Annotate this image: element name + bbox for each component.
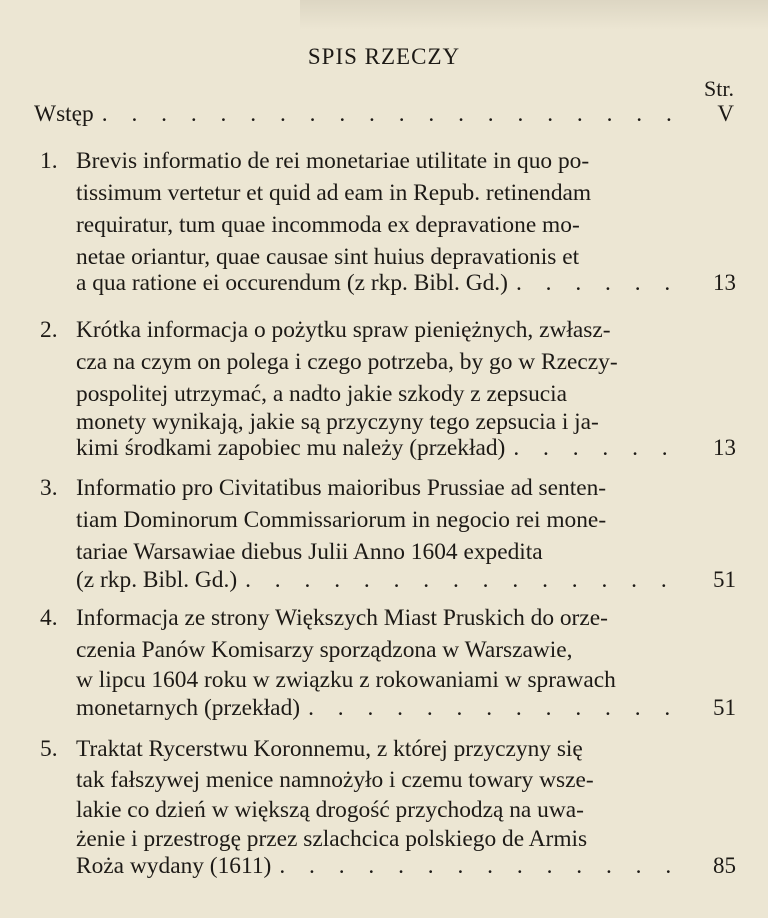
entry-1-line: tissimum vertetur et quid ad eam in Repub. retinendam xyxy=(76,180,592,206)
entry-1-number: 1. xyxy=(40,148,58,174)
entry-2-line: Krótka informacja o pożytku spraw pieniężnych, zwłasz- xyxy=(76,317,611,343)
entry-1-page-number: 13 xyxy=(713,270,736,295)
entry-5-last-line xyxy=(76,850,698,882)
entry-5-number: 5. xyxy=(40,736,58,762)
entry-2-last-line xyxy=(76,432,698,464)
entry-5-page-number: 85 xyxy=(713,853,736,878)
dot-leader xyxy=(513,432,692,464)
intro-page-number: V xyxy=(717,101,734,126)
entry-3-line: (z rkp. Bibl. Gd.) xyxy=(76,567,238,593)
entry-2-number: 2. xyxy=(40,317,58,343)
entry-1-line: a qua ratione ei occurendum (z rkp. Bibl. Gd.) xyxy=(76,270,508,296)
entry-4-line: w lipcu 1604 roku w związku z rokowaniami w sprawach xyxy=(76,667,616,693)
dot-leader xyxy=(308,692,692,724)
entry-3-line: tiam Dominorum Commissariorum in negocio rei mone- xyxy=(76,507,607,533)
entry-4-number: 4. xyxy=(40,605,58,631)
entry-3-line: Informatio pro Civitatibus maioribus Prussiae ad senten- xyxy=(76,475,607,501)
entry-5-line: Traktat Rycerstwu Koronnemu, z której przyczyny się xyxy=(76,736,583,762)
entry-2-page-number: 13 xyxy=(713,435,736,460)
page-column-label: Str. xyxy=(704,76,734,101)
dot-leader xyxy=(279,850,692,882)
bleed-through-shadow xyxy=(300,0,768,30)
entry-4-line: czenia Panów Komisarzy sporządzona w Warszawie, xyxy=(76,637,573,663)
entry-5-line: żenie i przestrogę przez szlachcica polskiego de Armis xyxy=(76,826,588,852)
dot-leader xyxy=(102,98,672,130)
page-title: SPIS RZECZY xyxy=(307,44,461,69)
entry-1-line: Brevis informatio de rei monetariae utilitate in quo po- xyxy=(76,148,590,174)
entry-4-page-number: 51 xyxy=(713,695,736,720)
intro-label: Wstęp xyxy=(34,101,94,127)
entry-4-last-line xyxy=(76,692,698,724)
entry-4-line: monetarnych (przekład) xyxy=(76,695,301,721)
entry-5-line: Roża wydany (1611) xyxy=(76,853,272,879)
entry-5-line: tak fałszywej menice namnożyło i czemu towary wsze- xyxy=(76,767,594,793)
entry-4-line: Informacja ze strony Większych Miast Pruskich do orze- xyxy=(76,605,608,631)
dot-leader xyxy=(245,564,692,596)
entry-5-line: lakie co dzień w większą drogość przychodzą na uwa- xyxy=(76,797,584,823)
entry-2-line: kimi środkami zapobiec mu należy (przekład) xyxy=(76,435,506,461)
entry-2-line: pospolitej utrzymać, a nadto jakie szkody z zepsucia xyxy=(76,381,568,407)
entry-3-page-number: 51 xyxy=(713,567,736,592)
entry-3-line: tariae Warsawiae diebus Julii Anno 1604 expedita xyxy=(76,539,543,565)
entry-1-line: netae oriantur, quae causae sint huius depravationis et xyxy=(76,244,580,270)
entry-1-line: requiratur, tum quae incommoda ex depravatione mo- xyxy=(76,212,580,238)
entry-2-line: monety wynikają, jakie są przyczyny tego zepsucia i ja- xyxy=(76,409,599,435)
entry-3-last-line xyxy=(76,564,698,596)
toc-entry-intro xyxy=(34,98,678,130)
entry-1-last-line xyxy=(76,267,698,299)
entry-2-line: cza na czym on polega i czego potrzeba, by go w Rzeczy- xyxy=(76,349,618,375)
dot-leader xyxy=(516,267,692,299)
entry-3-number: 3. xyxy=(40,475,58,501)
